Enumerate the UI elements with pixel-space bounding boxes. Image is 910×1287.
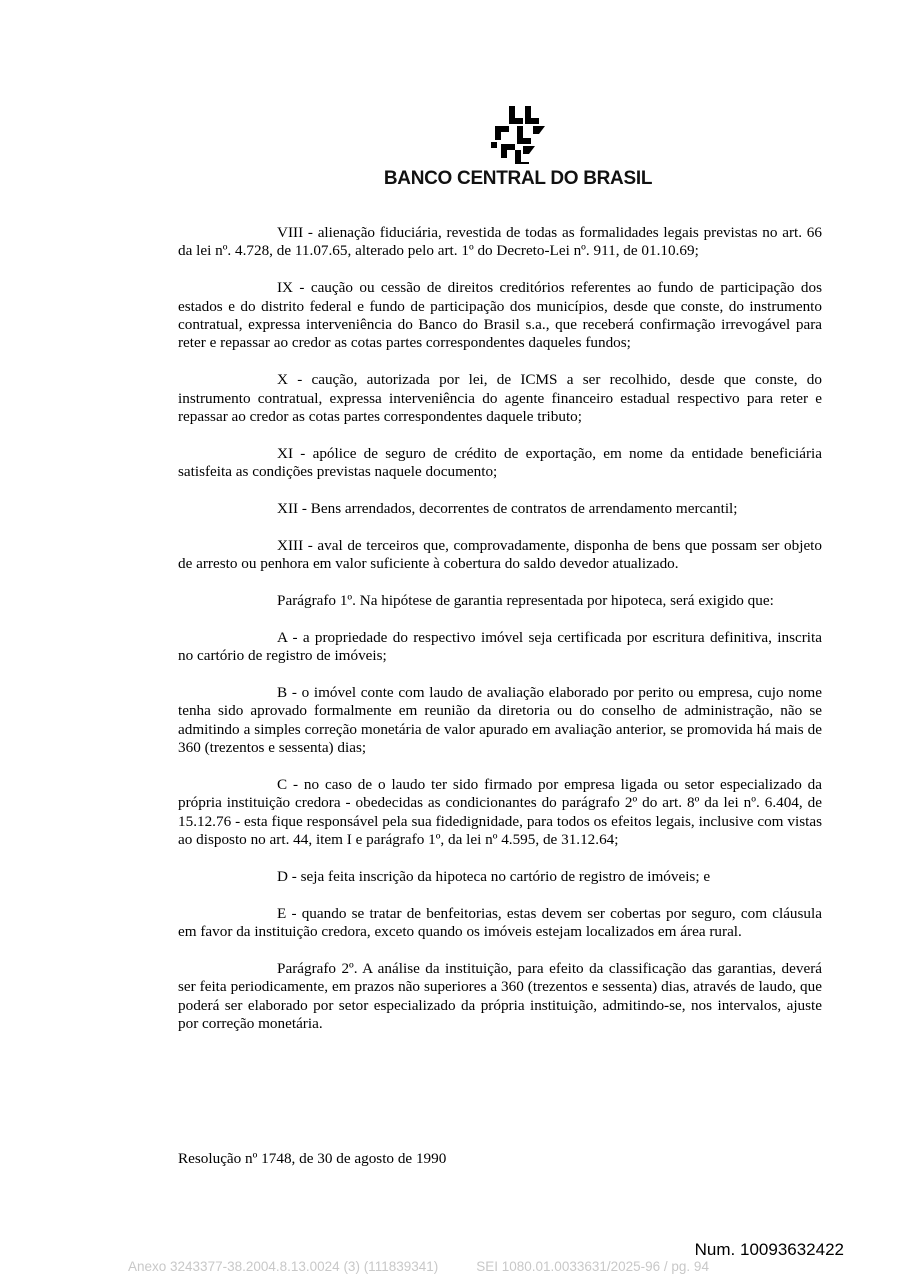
paragraph-ix: IX - caução ou cessão de direitos creditórios referentes ao fundo de participação dos estados e do distrito federal e fundo de participação dos municípios, desde que conste, do instrumento contratual, expressa interveniência do Banco do Brasil s.a., que receberá confirmação irrevogável para reter e repassar ao credor as cotas partes correspondentes daqueles fundos;: [178, 279, 822, 352]
resolution-reference: Resolução nº 1748, de 30 de agosto de 1990: [178, 1150, 447, 1167]
item-d: D - seja feita inscrição da hipoteca no cartório de registro de imóveis; e: [277, 868, 711, 886]
paragraph-2: Parágrafo 2º. A análise da instituição, para efeito da classificação das garantias, deverá ser feita periodicamente, em prazos não superiores a 360 (trezentos e sessenta) dias, através de laudo, que poderá ser elaborado por setor especializado da própria instituição, admitindo-se, nos intervalos, ajuste por correção monetária.: [178, 960, 822, 1033]
item-a: A - a propriedade do respectivo imóvel seja certificada por escritura definitiva, inscrita no cartório de registro de imóveis;: [178, 628, 822, 665]
bank-name: BANCO CENTRAL DO BRASIL: [383, 168, 653, 189]
paragraph-1: Parágrafo 1º. Na hipótese de garantia representada por hipoteca, será exigido que:: [277, 592, 774, 610]
document-number-stamp: Num. 10093632422: [694, 1240, 844, 1259]
footer-watermark: [128, 1259, 709, 1274]
paragraph-xii: XII - Bens arrendados, decorrentes de contratos de arrendamento mercantil;: [277, 500, 738, 518]
paragraph-xi: XI - apólice de seguro de crédito de exportação, em nome da entidade beneficiária satisfeita as condições previstas naquele documento;: [178, 444, 822, 481]
footer-anexo: Anexo 3243377-38.2004.8.13.0024 (3) (111839341): [128, 1259, 439, 1274]
paragraph-xiii: XIII - aval de terceiros que, comprovadamente, disponha de bens que possam ser objeto de arresto ou penhora em valor suficiente à cobertura do saldo devedor atualizado.: [178, 536, 822, 573]
item-c: C - no caso de o laudo ter sido firmado por empresa ligada ou setor especializado da própria instituição credora - obedecidas as condicionantes do parágrafo 2º do art. 8º da lei nº. 6.404, de 15.12.76 - esta fique responsável pela sua fidedignidade, para todos os efeitos legais, inclusive com vistas ao disposto no art. 44, item I e parágrafo 1º, da lei nº 4.595, de 31.12.64;: [178, 776, 822, 849]
footer-sei: SEI 1080.01.0033631/2025-96 / pg. 94: [476, 1259, 709, 1274]
document-body: [178, 224, 822, 1052]
item-b: B - o imóvel conte com laudo de avaliação elaborado por perito ou empresa, cujo nome tenha sido aprovado formalmente em reunião da diretoria ou do conselho de administração, não se admitindo a simples correção monetária de valor apurado em avaliação anterior, se promovida há mais de 360 (trezentos e sessenta) dias;: [178, 684, 822, 757]
paragraph-x: X - caução, autorizada por lei, de ICMS a ser recolhido, desde que conste, do instrumento contratual, expressa interveniência do agente financeiro estadual respectivo para reter e repassar ao credor as cotas partes correspondentes daquele tributo;: [178, 371, 822, 426]
bcb-logo-mark-icon: [487, 104, 549, 164]
item-e: E - quando se tratar de benfeitorias, estas devem ser cobertas por seguro, com cláusula em favor da instituição credora, exceto quando os imóveis estejam localizados em área rural.: [178, 904, 822, 941]
paragraph-viii: VIII - alienação fiduciária, revestida de todas as formalidades legais previstas no art. 66 da lei nº. 4.728, de 11.07.65, alterado pelo art. 1º do Decreto-Lei nº. 911, de 01.10.69;: [178, 224, 822, 260]
bcb-logo: [366, 104, 670, 190]
